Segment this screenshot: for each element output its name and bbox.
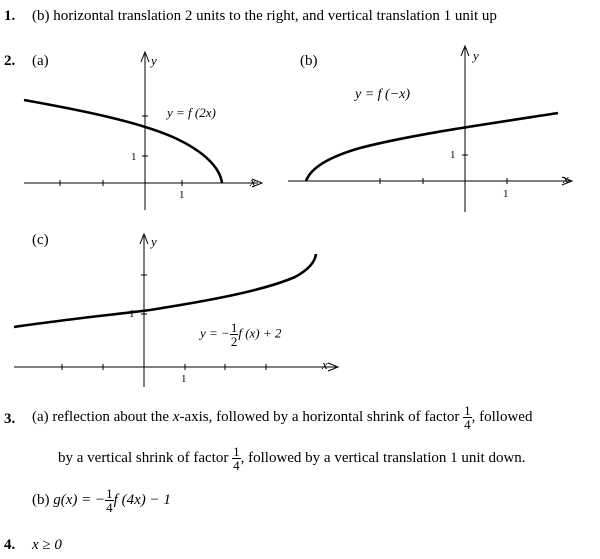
item-3a-line2-text-2: , followed by a vertical translation 1 unit down. (240, 449, 526, 466)
graph-c-eq-frac-num: 1 (230, 320, 238, 335)
graph-a-part-label: (a) (32, 53, 49, 69)
graph-b-curve (306, 113, 558, 181)
item-3a-text-1: reflection about the (52, 408, 170, 425)
item-3b-frac-den: 4 (106, 500, 113, 515)
item-3a-line-1 (32, 404, 532, 431)
graph-c (0, 222, 360, 392)
graph-c-eq-prefix: y = − (200, 325, 230, 341)
item-3b (32, 487, 171, 514)
graph-c-part-label: (c) (32, 232, 49, 248)
graph-b-y-tick-label: 1 (450, 149, 456, 161)
graph-b (280, 40, 600, 220)
graph-a-y-label: y (151, 53, 157, 68)
item-3a-text-3: , followed (471, 408, 533, 425)
item-1-text: (b) horizontal translation 2 units to the right, and vertical translation 1 unit up (32, 8, 497, 24)
item-3a-line-2 (58, 445, 526, 472)
graph-c-equation (200, 321, 281, 348)
graph-b-part-label: (b) (300, 53, 318, 69)
graph-b-x-label: x (563, 171, 569, 186)
item-3a-frac-den: 4 (464, 417, 471, 432)
item-3b-suffix: f (4x) − 1 (113, 491, 171, 508)
item-3b-label: (b) (32, 491, 50, 508)
graph-a-y-tick-label: 1 (131, 151, 137, 163)
item-3-number: 3. (4, 411, 16, 427)
graph-a-equation: y = f (2x) (167, 105, 216, 120)
graph-c-y-tick-label: 1 (129, 308, 135, 320)
graph-c-curve (14, 254, 316, 327)
item-3a-label: (a) (32, 408, 49, 425)
item-1-number: 1. (4, 8, 16, 24)
graph-b-equation: y = f (−x) (355, 87, 411, 102)
graph-c-y-label: y (151, 234, 157, 249)
item-4-number: 4. (4, 537, 16, 553)
graph-c-eq-frac-den: 2 (230, 334, 238, 349)
item-3a-frac-num: 1 (464, 403, 471, 418)
item-3a-x: x (172, 408, 180, 425)
graph-c-x-label: x (322, 357, 328, 372)
item-4-text: x ≥ 0 (32, 537, 62, 553)
item-3a-frac2-num: 1 (233, 444, 240, 459)
graph-b-y-label: y (473, 48, 479, 63)
item-2-number: 2. (4, 53, 16, 69)
graph-a-x-label: x (250, 174, 256, 189)
graph-c-x-tick-label: 1 (181, 373, 187, 385)
item-3a-line2-text-1: by a vertical shrink of factor (58, 449, 229, 466)
graph-a (0, 40, 300, 220)
item-3b-frac-num: 1 (106, 486, 113, 501)
item-3a-frac2-den: 4 (233, 458, 240, 473)
graph-b-x-tick-label: 1 (503, 188, 509, 200)
graph-c-eq-suffix: f (x) + 2 (238, 325, 282, 341)
item-3b-prefix: g(x) = − (53, 491, 106, 508)
item-3a-text-2: -axis, followed by a horizontal shrink of factor (179, 408, 460, 425)
graph-a-x-tick-label: 1 (179, 189, 185, 201)
